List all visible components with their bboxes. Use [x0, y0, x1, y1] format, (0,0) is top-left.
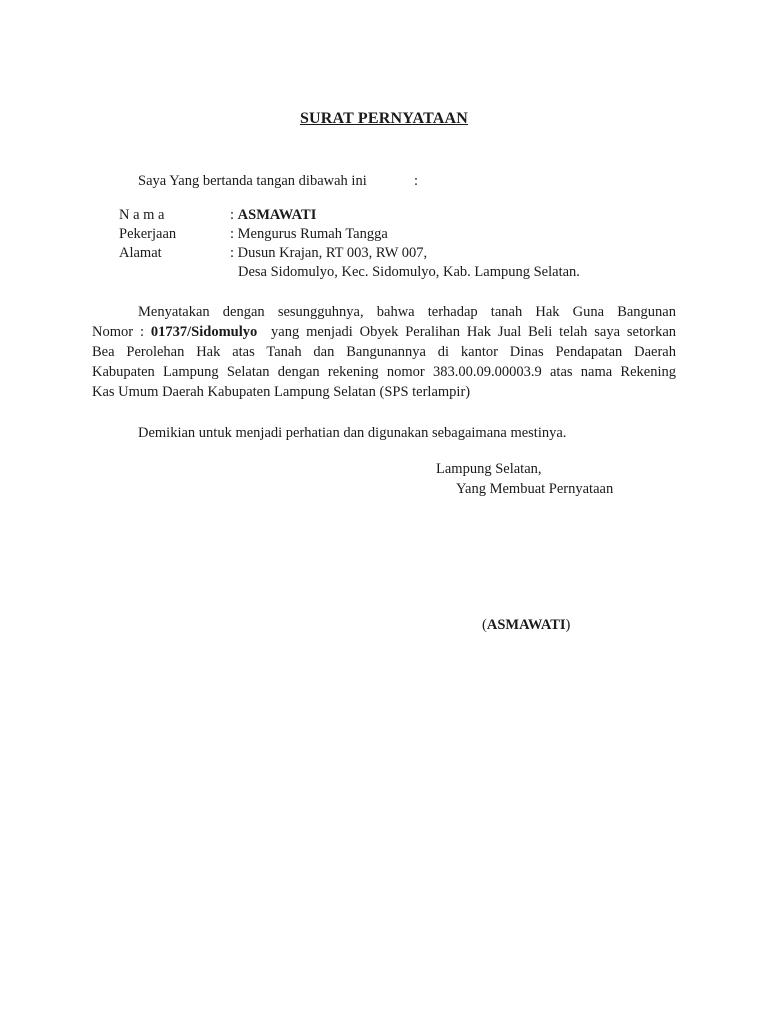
address-line-2: Desa Sidomulyo, Kec. Sidomulyo, Kab. Lampung Selatan.	[238, 264, 580, 280]
job-label: Pekerjaan	[119, 226, 177, 242]
document-title: SURAT PERNYATAAN	[299, 110, 469, 127]
statement-number-prefix: Nomor :	[92, 324, 144, 340]
intro-colon: :	[414, 173, 419, 189]
address-label: Alamat	[119, 245, 162, 261]
signature-place: Lampung Selatan,	[436, 461, 542, 477]
name-value: ASMAWATI	[237, 207, 317, 223]
statement-line-1: Menyatakan dengan sesungguhnya, bahwa terhadap tanah Hak Guna Bangunan	[138, 304, 676, 320]
signature-maker: Yang Membuat Pernyataan	[456, 481, 614, 497]
signer-name-block	[482, 617, 570, 634]
address-separator: :	[230, 245, 235, 261]
signer-close-paren: )	[565, 617, 571, 633]
signer-open-paren: (	[482, 617, 487, 633]
name-label: N a m a	[119, 207, 165, 223]
address-line-1: Dusun Krajan, RT 003, RW 007,	[237, 245, 428, 261]
statement-paragraph	[92, 302, 676, 402]
statement-line-4: Kabupaten Lampung Selatan dengan rekening nomor 383.00.09.00003.9 atas nama Rekening	[92, 364, 676, 380]
job-value-wrap	[230, 225, 388, 244]
address-value-wrap	[230, 244, 427, 263]
name-value-wrap	[230, 206, 316, 225]
job-separator: :	[230, 226, 235, 242]
statement-line-5: Kas Umum Daerah Kabupaten Lampung Selatan (SPS terlampir)	[92, 384, 471, 400]
name-separator: :	[230, 207, 235, 223]
closing-text: Demikian untuk menjadi perhatian dan digunakan sebagaimana mestinya.	[138, 425, 567, 441]
statement-number: 01737/Sidomulyo	[150, 324, 258, 340]
intro-text: Saya Yang bertanda tangan dibawah ini	[138, 173, 367, 189]
statement-line-3: Bea Perolehan Hak atas Tanah dan Bangunannya di kantor Dinas Pendapatan Daerah	[92, 344, 676, 360]
signer-name: ASMAWATI	[486, 617, 566, 633]
job-value: Mengurus Rumah Tangga	[237, 226, 388, 242]
statement-number-suffix: yang menjadi Obyek Peralihan Hak Jual Beli telah saya setorkan	[271, 324, 677, 340]
statement-line-2	[92, 322, 676, 342]
